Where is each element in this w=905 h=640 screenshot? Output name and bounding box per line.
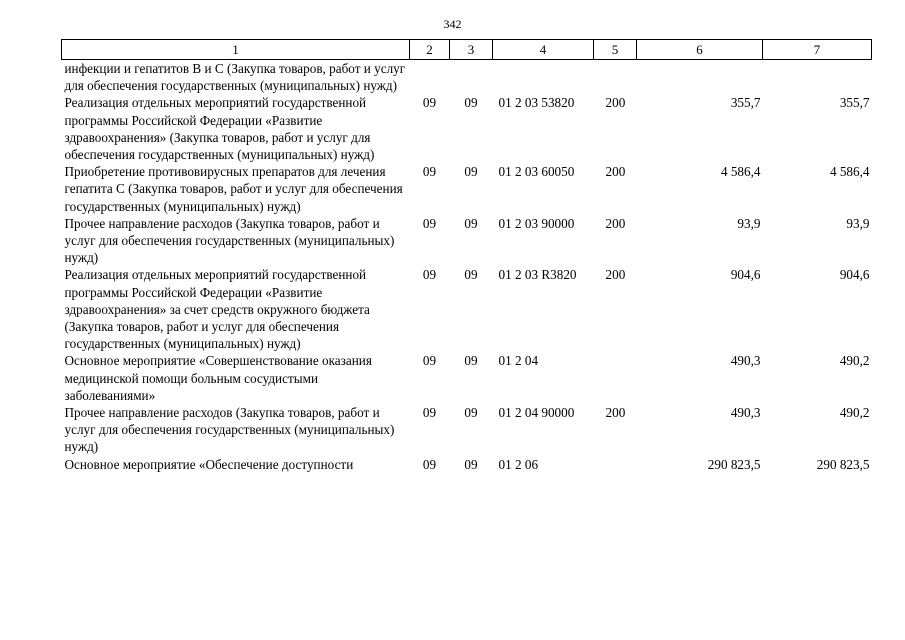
header-col-7: 7 [763,40,872,60]
table-row [62,456,872,473]
row-amount-1: 490,3 [730,353,761,369]
row-description: Реализация отдельных мероприятий государственной программы Российской Федерации «Развитие здравоохранения» (Закупка товаров, работ и услуг для обеспечения государственных (муниципальных) нужд) [64,95,375,163]
row-amount-2: 355,7 [839,95,870,111]
row-target-code: 01 2 03 60050 [498,164,575,180]
row-section: 09 [422,215,437,231]
row-expense-type: 200 [605,405,626,421]
header-col-5: 5 [594,40,637,60]
row-subsection: 09 [464,405,478,421]
row-expense-type [594,60,637,95]
page-number: 342 [443,17,462,31]
table-body [62,60,872,473]
row-amount-1: 4 586,4 [720,164,761,180]
row-expense-type: 200 [605,95,626,111]
row-amount-2: 93,9 [846,215,870,231]
row-amount-1: 904,6 [730,267,761,283]
row-section: 09 [422,405,437,421]
row-subsection [450,60,493,95]
row-subsection: 09 [464,95,478,111]
row-subsection: 09 [464,353,478,369]
budget-table [61,39,872,473]
row-description: Приобретение противовирусных препаратов для лечения гепатита С (Закупка товаров, работ и услуг для обеспечения государственных (муниципальных) нужд) [64,164,403,214]
table-row [62,215,872,267]
table-row [62,94,872,163]
row-section: 09 [422,267,437,283]
row-amount-2 [763,60,872,95]
row-subsection: 09 [464,164,478,180]
row-expense-type: 200 [605,164,626,180]
row-amount-2: 490,2 [839,405,870,421]
row-amount-1: 490,3 [730,405,761,421]
row-target-code: 01 2 04 [498,353,539,369]
header-col-6: 6 [637,40,763,60]
row-target-code: 01 2 03 R3820 [498,267,577,283]
row-amount-2: 904,6 [839,267,870,283]
row-subsection: 09 [464,215,478,231]
row-expense-type: 200 [605,215,626,231]
row-target-code: 01 2 06 [498,456,539,472]
row-description: Прочее направление расходов (Закупка товаров, работ и услуг для обеспечения государственных (муниципальных) нужд) [64,405,395,455]
header-col-4: 4 [493,40,594,60]
row-subsection: 09 [464,267,478,283]
row-section: 09 [422,456,437,472]
row-section [410,60,450,95]
row-amount-1: 290 823,5 [707,456,761,472]
row-description: Реализация отдельных мероприятий государственной программы Российской Федерации «Развитие здравоохранения» за счет средств окружного бюджета (Закупка товаров, работ и услуг для обеспечения государственных (муниципальных) нужд) [64,267,370,352]
row-section: 09 [422,95,437,111]
row-amount-1 [637,60,763,95]
table-header [62,40,872,60]
row-section: 09 [422,164,437,180]
row-description: инфекции и гепатитов В и С (Закупка товаров, работ и услуг для обеспечения государственных (муниципальных) нужд) [64,61,406,94]
row-expense-type [594,456,637,473]
row-target-code: 01 2 04 90000 [498,405,575,421]
row-description: Прочее направление расходов (Закупка товаров, работ и услуг для обеспечения государственных (муниципальных) нужд) [64,215,395,266]
table-row [62,266,872,352]
table-row [62,60,872,95]
row-target-code [493,60,594,95]
row-target-code: 01 2 03 53820 [498,95,575,111]
row-expense-type: 200 [605,267,626,283]
row-section: 09 [422,353,437,369]
header-col-2: 2 [410,40,450,60]
table-row [62,404,872,456]
row-amount-2: 4 586,4 [829,164,870,180]
row-amount-2: 290 823,5 [816,456,870,472]
row-amount-1: 93,9 [737,215,761,231]
row-description: Основное мероприятие «Совершенствование оказания медицинской помощи больным сосудистыми заболеваниями» [64,353,372,403]
row-amount-1: 355,7 [730,95,761,111]
row-expense-type [594,352,637,404]
row-description: Основное мероприятие «Обеспечение доступности [64,456,354,472]
table-row [62,352,872,404]
row-amount-2: 490,2 [839,353,870,369]
header-col-3: 3 [450,40,493,60]
row-subsection: 09 [464,456,478,472]
row-target-code: 01 2 03 90000 [498,215,575,231]
table-row [62,163,872,215]
header-col-1: 1 [62,40,410,60]
header-row [62,40,872,60]
